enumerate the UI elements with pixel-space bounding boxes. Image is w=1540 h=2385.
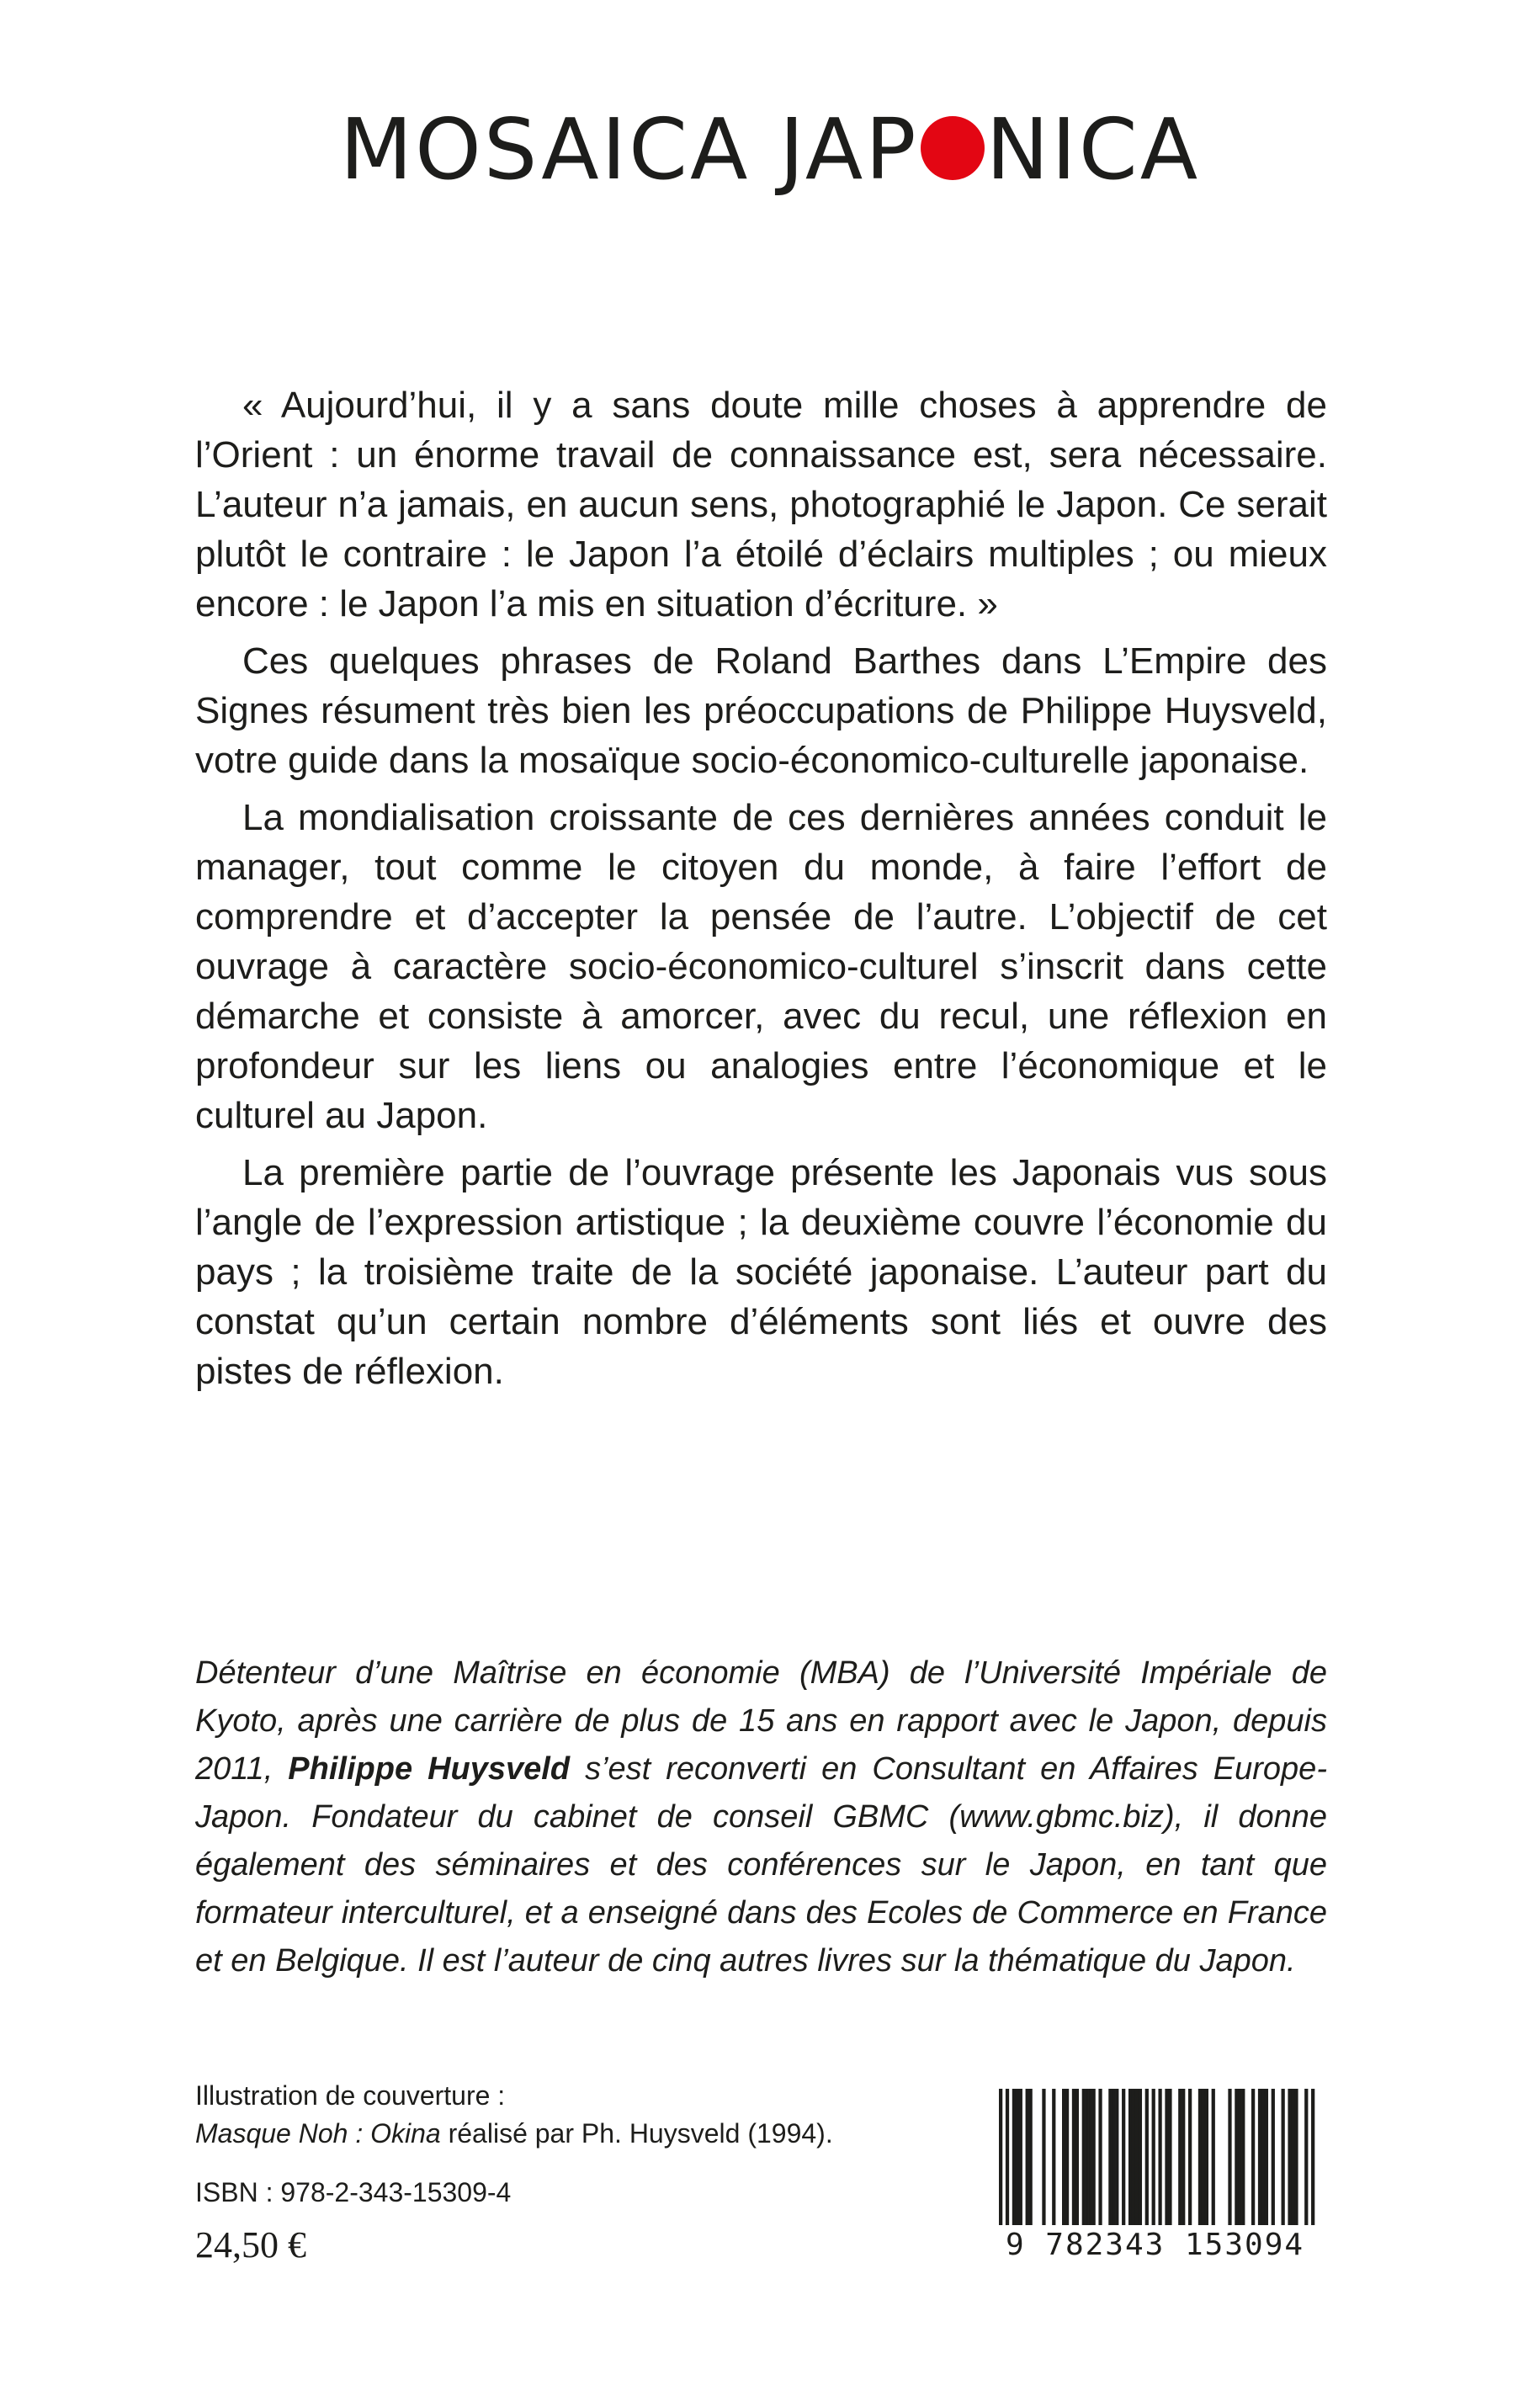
author-name: Philippe Huysveld	[288, 1751, 571, 1787]
barcode-bar	[1062, 2089, 1065, 2225]
barcode-bar	[1294, 2089, 1298, 2225]
barcode-bar	[1288, 2089, 1291, 2225]
author-bio-intro: Détenteur d’une Maîtrise en économie (MBA) de l’Université Impériale de Kyoto, après une carrière de plus de 15 ans en rapport avec le Japon, depuis 2011,	[195, 1655, 1327, 1787]
series-title	[0, 99, 1540, 200]
barcode-bar	[1145, 2089, 1149, 2225]
blurb-paragraph-globalisation: La mondialisation croissante de ces dernières années conduit le manager, tout comme le citoyen du monde, à faire l’effort de comprendre et d’accepter la pensée de l’autre. L’objectif de cet ouvrage à caractère socio-économico-culturel s’inscrit dans cette démarche et consiste à amorcer, avec du recul, une réflexion en profondeur sur les liens ou analogies entre l’économique et le culturel au Japon.	[195, 797, 1327, 1136]
series-title-part2: NICA	[985, 100, 1201, 199]
barcode-bar	[1092, 2089, 1096, 2225]
barcode-bar	[1029, 2089, 1033, 2225]
author-bio-paragraph	[195, 1649, 1327, 1985]
barcode-bar	[1042, 2089, 1045, 2225]
barcode-bar	[1238, 2089, 1241, 2225]
barcode-bar	[1128, 2089, 1132, 2225]
barcode-bar	[1122, 2089, 1125, 2225]
cover-credits-work	[195, 2115, 833, 2153]
barcode-bar	[1168, 2089, 1171, 2225]
barcode-icon	[986, 2089, 1327, 2301]
barcode-bar	[1228, 2089, 1231, 2225]
barcode-bar	[1108, 2089, 1112, 2225]
barcode-bar	[1132, 2089, 1135, 2225]
blurb-paragraph-barthes: Ces quelques phrases de Roland Barthes dans L’Empire des Signes résument très bien les préoccupations de Philippe Huysveld, votre guide dans la mosaïque socio-économico-culturelle japonaise.	[195, 640, 1327, 781]
price: 24,50 €	[195, 2224, 306, 2265]
barcode-bar	[1212, 2089, 1215, 2225]
barcode-bar	[1115, 2089, 1118, 2225]
barcode-bar	[1052, 2089, 1055, 2225]
cover-credits	[195, 2077, 833, 2153]
barcode-bar	[1139, 2089, 1142, 2225]
author-bio	[195, 1649, 1327, 1985]
barcode-bar	[1089, 2089, 1092, 2225]
barcode-bar	[1026, 2089, 1029, 2225]
barcode-bar	[1251, 2089, 1255, 2225]
barcode-bar	[1178, 2089, 1182, 2225]
barcode-graphic	[986, 2089, 1327, 2301]
barcode-bar	[1282, 2089, 1285, 2225]
barcode-bar	[1291, 2089, 1294, 2225]
cover-credits-label: Illustration de couverture :	[195, 2080, 506, 2111]
barcode-bar	[1082, 2089, 1086, 2225]
barcode-bar	[1272, 2089, 1275, 2225]
blurb-paragraph-quote: « Aujourd’hui, il y a sans doute mille choses à apprendre de l’Orient : un énorme travail de connaissance est, sera nécessaire. L’auteur n’a jamais, en aucun sens, photographié le Japon. Ce serait plutôt le contraire : le Japon l’a étoilé d’éclairs multiples ; ou mieux encore : le Japon l’a mis en situation d’écriture. »	[195, 385, 1327, 624]
barcode-digits: 9 782343 153094	[976, 2225, 1334, 2265]
series-title-part1: MOSAICA JAP	[339, 100, 919, 199]
barcode-bar	[1072, 2089, 1075, 2225]
cover-credits-work-title: Masque Noh : Okina	[195, 2118, 441, 2149]
barcode-bar	[1182, 2089, 1185, 2225]
barcode-bar	[1261, 2089, 1265, 2225]
barcode-bar	[1202, 2089, 1205, 2225]
cover-credits-work-author: réalisé par Ph. Huysveld (1994).	[440, 2118, 833, 2149]
author-bio-rest: s’est reconverti en Consultant en Affaires Europe-Japon. Fondateur du cabinet de conseil GBMC (www.gbmc.biz), il donne également des séminaires et des conférences sur le Japon, en tant que formateur interculturel, et a enseigné dans des Ecoles de Commerce en France et en Belgique. Il est l’auteur de cinq autres livres sur la thématique du Japon.	[195, 1751, 1327, 1979]
barcode-bar	[1098, 2089, 1102, 2225]
barcode-bar	[1012, 2089, 1016, 2225]
barcode-bar	[1188, 2089, 1192, 2225]
barcode-bar	[1165, 2089, 1168, 2225]
barcode-bar	[1112, 2089, 1115, 2225]
barcode-bar	[1265, 2089, 1268, 2225]
barcode-bar	[1235, 2089, 1238, 2225]
barcode-bar	[1205, 2089, 1208, 2225]
blurb-paragraph-structure: La première partie de l’ouvrage présente les Japonais vus sous l’angle de l’expression artistique ; la deuxième couvre l’économie du pays ; la troisième traite de la société japonaise. L’auteur part du constat qu’un certain nombre d’éléments sont liés et ouvre des pistes de réflexion.	[195, 1152, 1327, 1392]
barcode-bar	[1016, 2089, 1019, 2225]
barcode-bar	[1258, 2089, 1261, 2225]
barcode-bar	[1086, 2089, 1089, 2225]
barcode-bar	[1135, 2089, 1139, 2225]
barcode-bar	[1198, 2089, 1202, 2225]
barcode-bar	[1075, 2089, 1079, 2225]
red-sun-dot-icon	[921, 116, 985, 180]
blurb	[195, 380, 1327, 1404]
barcode-bar	[1019, 2089, 1022, 2225]
isbn: ISBN : 978-2-343-15309-4	[195, 2177, 512, 2207]
barcode-bar	[1241, 2089, 1245, 2225]
barcode-bar	[1065, 2089, 1069, 2225]
